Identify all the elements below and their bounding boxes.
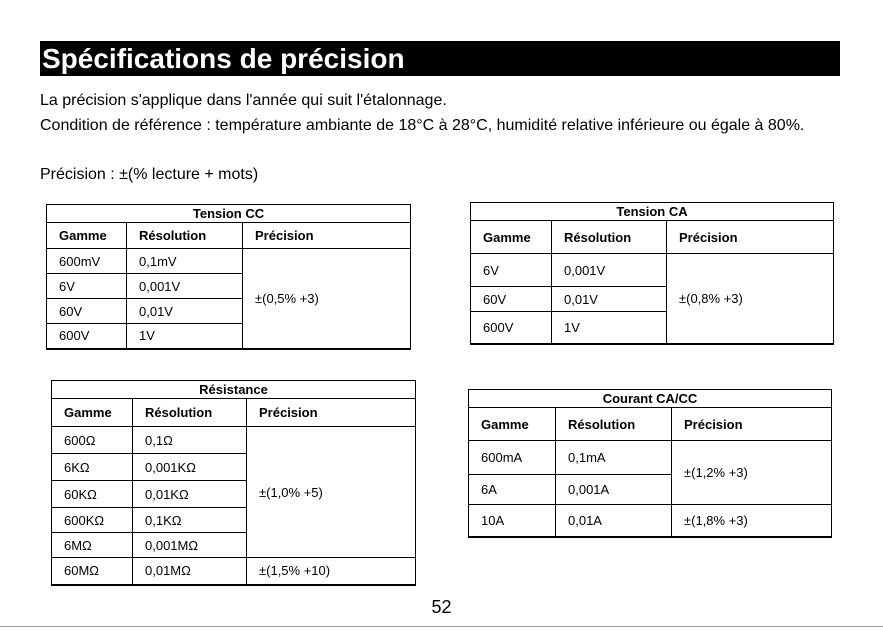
page-title: Spécifications de précision <box>40 41 840 76</box>
range-cell: 600mA <box>469 441 556 475</box>
table-title: Tension CC <box>47 205 411 223</box>
resolution-cell: 0,1Ω <box>133 427 247 454</box>
column-header-resolution: Résolution <box>556 408 672 441</box>
resolution-cell: 0,1mV <box>127 249 243 274</box>
column-header-accuracy: Précision <box>243 223 411 249</box>
resolution-cell: 0,1mA <box>556 441 672 475</box>
resolution-cell: 0,001MΩ <box>133 533 247 558</box>
tension-ca-table <box>470 202 834 345</box>
resolution-cell: 1V <box>127 324 243 349</box>
range-cell: 6KΩ <box>52 454 133 481</box>
resolution-cell: 0,01A <box>556 505 672 537</box>
resolution-cell: 0,01KΩ <box>133 481 247 508</box>
resolution-cell: 1V <box>552 312 667 344</box>
intro-reference-conditions-text: Condition de référence : température ambiante de 18°C à 28°C, humidité relative inférieure ou égale à 80%. <box>40 117 805 134</box>
resolution-cell: 0,001V <box>127 274 243 299</box>
accuracy-cell: ±(0,8% +3) <box>667 254 834 344</box>
range-cell: 6V <box>471 254 552 287</box>
column-header-resolution: Résolution <box>552 221 667 254</box>
range-cell: 60MΩ <box>52 558 133 585</box>
resolution-cell: 0,1KΩ <box>133 508 247 533</box>
column-header-accuracy: Précision <box>667 221 834 254</box>
range-cell: 600KΩ <box>52 508 133 533</box>
column-header-range: Gamme <box>471 221 552 254</box>
table-title: Tension CA <box>471 203 834 221</box>
resistance-table <box>51 380 416 586</box>
range-cell: 6A <box>469 475 556 505</box>
intro-accuracy-format-text: Précision : ±(% lecture + mots) <box>40 166 259 183</box>
table-title: Courant CA/CC <box>469 390 832 408</box>
column-header-range: Gamme <box>469 408 556 441</box>
resolution-cell: 0,01MΩ <box>133 558 247 585</box>
range-cell: 600V <box>471 312 552 344</box>
range-cell: 60V <box>47 299 127 324</box>
range-cell: 600Ω <box>52 427 133 454</box>
column-header-accuracy: Précision <box>247 399 416 427</box>
column-header-resolution: Résolution <box>133 399 247 427</box>
range-cell: 60V <box>471 287 552 312</box>
range-cell: 10A <box>469 505 556 537</box>
accuracy-cell: ±(1,2% +3) <box>672 441 832 505</box>
bottom-divider <box>0 626 883 627</box>
resolution-cell: 0,001A <box>556 475 672 505</box>
range-cell: 600V <box>47 324 127 349</box>
resolution-cell: 0,001KΩ <box>133 454 247 481</box>
table-title: Résistance <box>52 381 416 399</box>
intro-validity-text: La précision s'applique dans l'année qui suit l'étalonnage. <box>40 92 447 109</box>
resolution-cell: 0,01V <box>127 299 243 324</box>
accuracy-cell: ±(1,8% +3) <box>672 505 832 537</box>
courant-table <box>468 389 832 538</box>
range-cell: 60KΩ <box>52 481 133 508</box>
range-cell: 6MΩ <box>52 533 133 558</box>
page-number: 52 <box>431 597 452 617</box>
accuracy-cell: ±(0,5% +3) <box>243 249 411 349</box>
accuracy-cell: ±(1,5% +10) <box>247 558 416 585</box>
resolution-cell: 0,001V <box>552 254 667 287</box>
accuracy-cell: ±(1,0% +5) <box>247 427 416 558</box>
column-header-accuracy: Précision <box>672 408 832 441</box>
tension-cc-table <box>46 204 411 350</box>
range-cell: 600mV <box>47 249 127 274</box>
resolution-cell: 0,01V <box>552 287 667 312</box>
range-cell: 6V <box>47 274 127 299</box>
column-header-range: Gamme <box>47 223 127 249</box>
column-header-resolution: Résolution <box>127 223 243 249</box>
column-header-range: Gamme <box>52 399 133 427</box>
